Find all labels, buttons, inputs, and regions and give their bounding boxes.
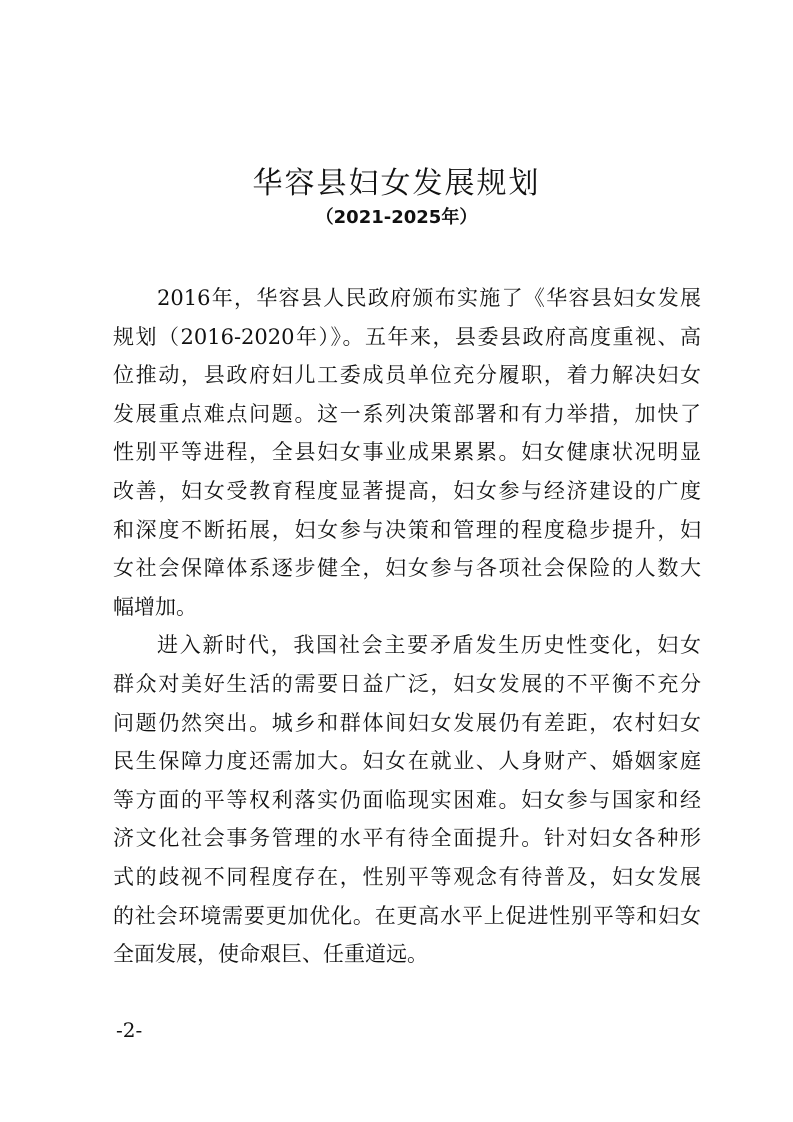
paragraph (113, 279, 701, 626)
text-line: 改善，妇女受教育程度显著提高，妇女参与经济建设的广度 (113, 478, 701, 503)
text-line: 式的歧视不同程度存在，性别平等观念有待普及，妇女发展 (113, 864, 701, 889)
text-line: 济文化社会事务管理的水平有待全面提升。针对妇女各种形 (113, 826, 701, 851)
text-line: 全面发展，使命艰巨、任重道远。 (113, 942, 428, 967)
text-line: 女社会保障体系逐步健全，妇女参与各项社会保险的人数大 (113, 556, 701, 581)
page-number: -2- (116, 1018, 143, 1042)
document-title: 华容县妇女发展规划 (252, 166, 541, 201)
text-line: 群众对美好生活的需要日益广泛，妇女发展的不平衡不充分 (113, 671, 701, 696)
text-line: 性别平等进程，全县妇女事业成果累累。妇女健康状况明显 (113, 440, 701, 465)
text-line: 进入新时代，我国社会主要矛盾发生历史性变化，妇女 (157, 633, 701, 658)
text-line: 幅增加。 (113, 594, 197, 619)
text-line: 的社会环境需要更加优化。在更高水平上促进性别平等和妇女 (113, 903, 701, 928)
document-subtitle: （2021-2025年） (315, 207, 478, 228)
paragraph (113, 626, 701, 973)
text-line: 位推动，县政府妇儿工委成员单位充分履职，着力解决妇女 (113, 363, 701, 388)
text-line: 规划（2016-2020年）》。五年来，县委县政府高度重视、高 (113, 324, 701, 349)
text-line: 发展重点难点问题。这一系列决策部署和有力举措，加快了 (113, 401, 701, 426)
text-line: 等方面的平等权利落实仍面临现实困难。妇女参与国家和经 (113, 787, 701, 812)
text-line: 民生保障力度还需加大。妇女在就业、人身财产、婚姻家庭 (113, 749, 701, 774)
document-body (113, 279, 701, 974)
text-line: 2016年，华容县人民政府颁布实施了《华容县妇女发展 (157, 286, 701, 310)
text-line: 问题仍然突出。城乡和群体间妇女发展仍有差距，农村妇女 (113, 710, 701, 735)
text-line: 和深度不断拓展，妇女参与决策和管理的程度稳步提升，妇 (113, 517, 701, 542)
